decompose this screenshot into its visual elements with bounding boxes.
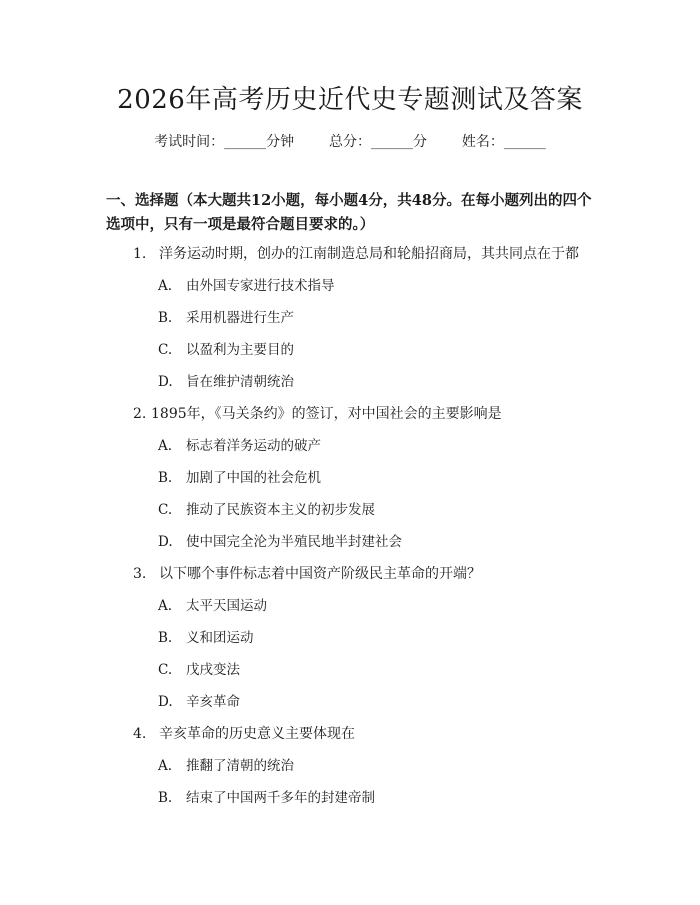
question-text: 1895年，《马关条约》的签订，对中国社会的主要影响是 [151,406,502,422]
option-4b [158,788,375,808]
name-blank: ______ [503,134,546,150]
option-2d [158,532,402,552]
option-text: 义和团运动 [186,630,254,646]
option-label: A. [158,758,173,774]
page-title: 2026年高考历史近代史专题测试及答案 [117,85,583,115]
option-label: C. [158,342,173,358]
exam-time-unit: 分钟 [266,134,295,150]
option-text: 由外国专家进行技术指导 [186,278,335,294]
option-text: 结束了中国两千多年的封建帝制 [186,790,375,806]
option-4a [158,756,294,776]
option-3b [158,628,254,648]
option-text: 辛亥革命 [186,694,240,710]
option-label: B. [158,310,173,326]
question-text: 洋务运动时期，创办的江南制造总局和轮船招商局，其共同点在于都 [159,246,579,262]
option-2b [158,468,321,488]
option-3a [158,596,267,616]
option-text: 采用机器进行生产 [186,310,294,326]
option-text: 推动了民族资本主义的初步发展 [186,502,375,518]
option-label: A. [158,598,173,614]
question-number: 4. [133,726,147,742]
option-2c [158,500,375,520]
exam-time-label: 考试时间： [154,134,225,150]
question-text: 以下哪个事件标志着中国资产阶级民主革命的开端？ [159,566,481,582]
option-text: 太平天国运动 [186,598,267,614]
total-score-unit: 分 [413,134,427,150]
option-label: C. [158,502,173,518]
question-number: 3. [133,566,147,582]
option-text: 旨在维护清朝统治 [186,374,294,390]
total-score-label: 总分： [329,134,371,150]
option-label: D. [158,534,173,550]
total-score-blank: ______ [371,134,413,150]
exam-time-blank: ______ [224,134,267,150]
option-label: A. [158,278,173,294]
option-label: B. [158,470,173,486]
question-3 [133,564,481,584]
option-1b [158,308,294,328]
question-text: 辛亥革命的历史意义主要体现在 [159,726,355,742]
option-text: 标志着洋务运动的破产 [186,438,321,454]
section-heading: 一、选择题（本大题共12小题，每小题4分，共48分。在每小题列出的四个选项中，只有一项是最符合题目要求的。） [106,192,592,233]
option-text: 推翻了清朝的统治 [186,758,294,774]
option-3d [158,692,240,712]
question-number: 2. [133,406,147,422]
option-text: 使中国完全沦为半殖民地半封建社会 [186,534,402,550]
option-1a [158,276,335,296]
option-1c [158,340,294,360]
question-4 [133,724,355,744]
option-label: B. [158,630,173,646]
option-text: 戊戌变法 [186,662,240,678]
option-label: C. [158,662,173,678]
option-label: A. [158,438,173,454]
option-label: D. [158,694,173,710]
option-label: D. [158,374,173,390]
question-1 [133,244,579,264]
option-text: 以盈利为主要目的 [186,342,294,358]
option-2a [158,436,321,456]
question-2 [133,404,502,424]
option-3c [158,660,240,680]
option-1d [158,372,294,392]
exam-info-line [0,132,700,152]
question-number: 1. [133,246,147,262]
option-text: 加剧了中国的社会危机 [186,470,321,486]
name-label: 姓名： [461,134,504,150]
option-label: B. [158,790,173,806]
